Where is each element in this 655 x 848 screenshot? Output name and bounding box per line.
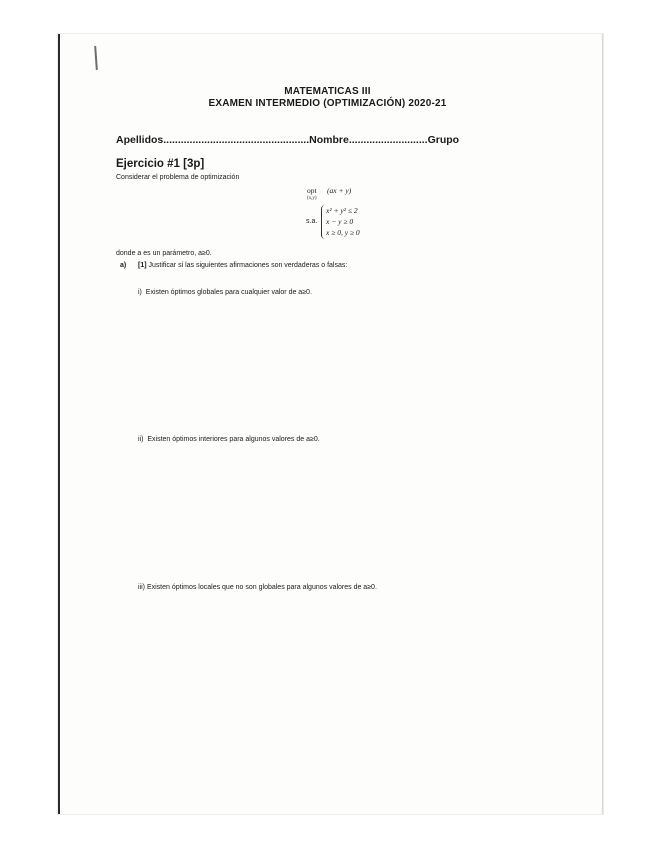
exam-title: EXAMEN INTERMEDIO (OPTIMIZACIÓN) 2020-21	[208, 98, 447, 109]
exercise-title: Ejercicio #1 [3p]	[116, 158, 205, 170]
part-a-text: Justificar si las siguientes afirmaciones son verdaderas o falsas:	[148, 262, 348, 269]
subject-to-label: s.a.	[306, 218, 318, 225]
parameter-note: donde a es un parámetro, a≥0.	[116, 250, 212, 257]
part-a-label: a)	[120, 262, 127, 269]
constraint-3: x ≥ 0, y ≥ 0	[326, 228, 360, 237]
item-iii-label: iii)	[138, 584, 145, 591]
nombre-label: Nombre	[309, 134, 349, 146]
grupo-label: Grupo	[427, 134, 460, 146]
objective-function: (ax + y)	[327, 186, 352, 195]
item-iii	[138, 584, 377, 591]
opt-subscript: (x,y)	[307, 196, 317, 201]
item-iii-text: Existen óptimos locales que no son globales para algunos valores de a≥0.	[146, 584, 377, 591]
sheet-right-edge	[602, 34, 603, 814]
item-ii	[138, 436, 320, 443]
item-i-text: Existen óptimos globales para cualquier valor de a≥0.	[145, 289, 312, 296]
apellidos-dots: ..................................................	[163, 134, 310, 146]
opt-operator: opt	[307, 186, 317, 195]
exam-sheet	[58, 34, 603, 814]
part-a-statement	[138, 262, 347, 269]
constraint-2: x − y ≥ 0	[326, 217, 354, 226]
sheet-left-edge	[58, 34, 60, 814]
exercise-intro: Considerar el problema de optimización	[116, 174, 240, 181]
apellidos-label: Apellidos	[116, 134, 164, 146]
exam-subject-title: MATEMATICAS III	[284, 86, 371, 97]
item-i	[138, 289, 312, 296]
item-i-label: i)	[138, 289, 142, 296]
item-ii-text: Existen óptimos interiores para algunos valores de a≥0.	[147, 436, 320, 443]
part-a-points: [1]	[138, 262, 147, 269]
item-ii-label: ii)	[138, 436, 144, 443]
nombre-dots: ...........................	[348, 134, 428, 146]
name-fields-line	[116, 134, 459, 146]
constraint-1: x² + y² ≤ 2	[326, 206, 358, 215]
